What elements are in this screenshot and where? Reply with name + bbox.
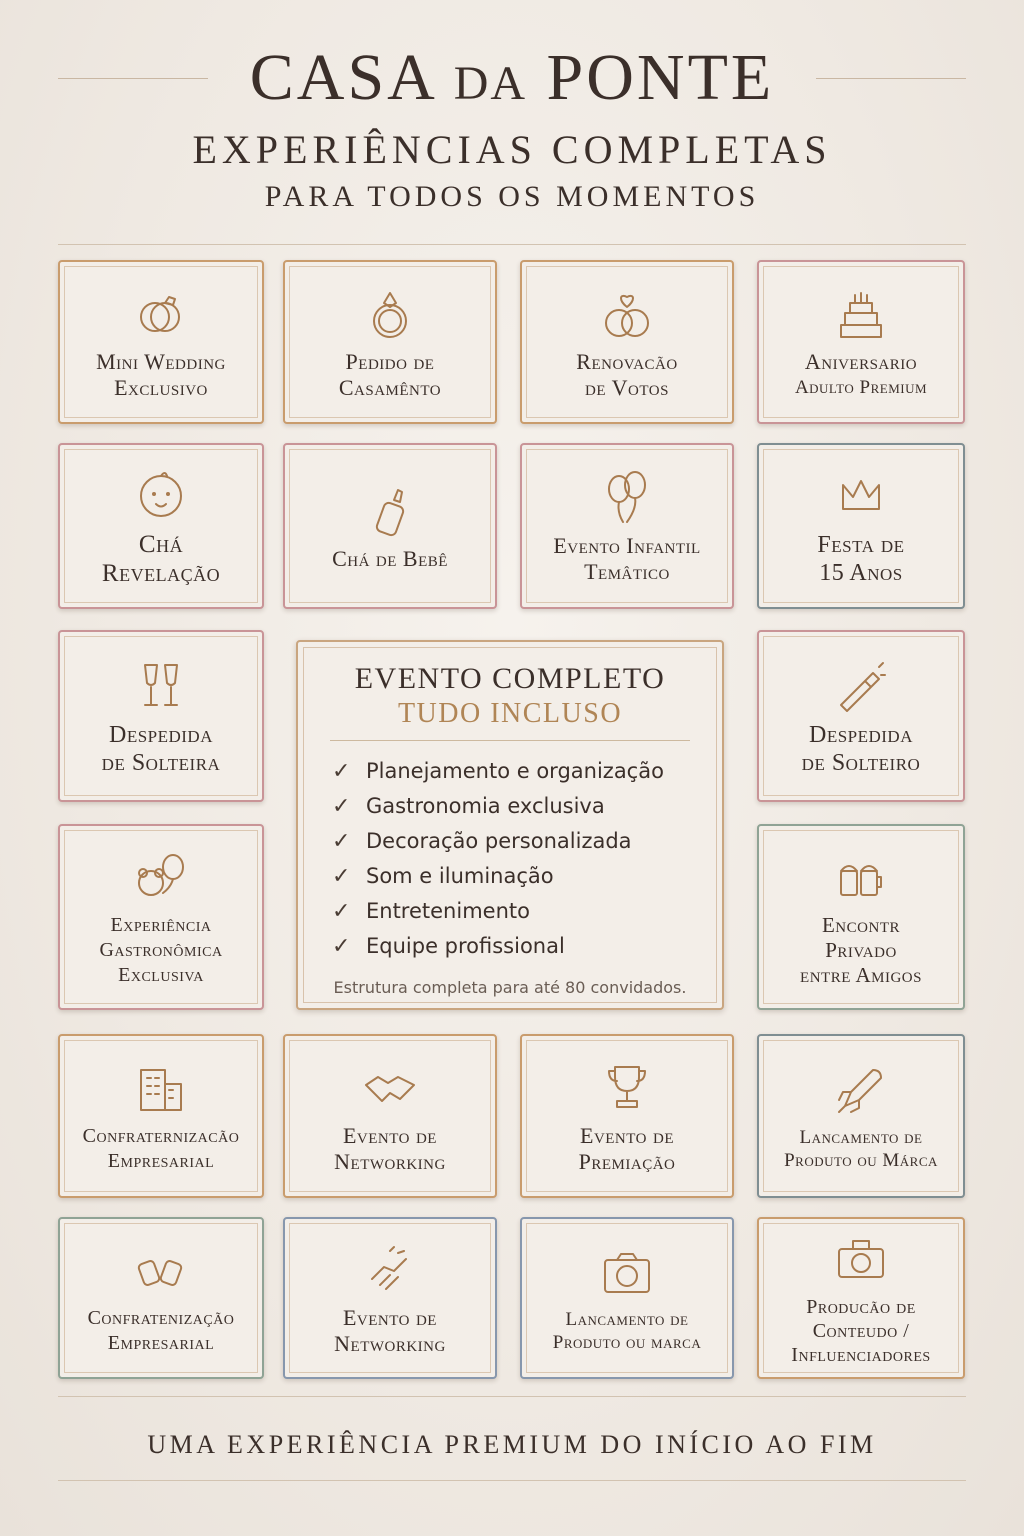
card-confraternizacao-empresarial[interactable] [58, 1034, 264, 1198]
card-mini-wedding[interactable] [58, 260, 264, 424]
brand-da: DA [453, 57, 528, 110]
card-encontro-privado[interactable] [757, 824, 965, 1010]
card-label-line2: Exclusivo [114, 375, 208, 400]
card-label-line1: Evento de [580, 1123, 674, 1148]
card-renovacao-votos[interactable] [520, 260, 734, 424]
card-label-line1: Despedida [108, 722, 213, 748]
feature-note: Estrutura completa para até 80 convidados. [333, 978, 687, 997]
card-label-line2: de Votos [585, 375, 669, 400]
card-label-line2: Networking [334, 1149, 446, 1174]
feature-item-text: Planejamento e organização [366, 759, 664, 783]
card-cha-revelacao[interactable] [58, 443, 264, 609]
card-label-line3: entre Amigos [800, 962, 922, 987]
check-icon: ✓ [332, 899, 351, 924]
card-label-line3: Exclusiva [118, 963, 204, 986]
card-label-line1: Encontr [821, 912, 900, 937]
card-despedida-solteiro[interactable] [757, 630, 965, 802]
card-label-line1: Pedido de [345, 349, 435, 374]
card-label-line1: Confratenização [87, 1307, 235, 1329]
card-label-line2: Produto ou Márca [784, 1150, 938, 1171]
card-label-line2: Revelação [101, 560, 221, 587]
footer-rule-top [58, 1396, 966, 1397]
card-label-line1: Renovacão [576, 349, 678, 374]
card-label-line2: Privado [825, 937, 897, 962]
card-evento-infantil[interactable] [520, 443, 734, 609]
feature-item [332, 894, 664, 929]
card-label-line1: Festa de [817, 532, 905, 558]
hands-icon [360, 1239, 420, 1299]
feature-list [332, 754, 664, 964]
brand-title [0, 38, 1024, 124]
feature-divider [330, 740, 690, 741]
card-lancamento-produto-2[interactable] [520, 1217, 734, 1379]
card-experiencia-gastronomica[interactable] [58, 824, 264, 1010]
card-label-line2: Empresarial [107, 1332, 215, 1354]
card-label-line2: Conteudo / [812, 1320, 910, 1342]
check-icon: ✓ [332, 794, 351, 819]
card-festa-15-anos[interactable] [757, 443, 965, 609]
check-icon: ✓ [332, 829, 351, 854]
card-label-line2: Adulto Premium [794, 377, 928, 398]
feature-item-text: Equipe profissional [366, 934, 565, 958]
footer-tagline: UMA EXPERIÊNCIA PREMIUM DO INÍCIO AO FIM [147, 1430, 877, 1459]
beer-mugs-icon [831, 847, 891, 907]
feature-item-text: Som e iluminação [366, 864, 554, 888]
card-evento-networking-2[interactable] [283, 1217, 497, 1379]
card-label-line1: Mini Wedding [96, 349, 226, 374]
card-aniversario[interactable] [757, 260, 965, 424]
subtitle-secondary: PARA TODOS OS MOMENTOS [264, 180, 760, 213]
trophy-icon [597, 1057, 657, 1117]
card-label-line2: 15 Anos [819, 560, 903, 586]
brand-ponte: PONTE [546, 41, 775, 114]
header-divider [58, 244, 966, 245]
crown-icon [831, 465, 891, 525]
feature-item [332, 859, 664, 894]
card-label-line1: Aniversario [804, 349, 918, 374]
camera-retro-icon [831, 1229, 891, 1289]
card-label-line1: Producão de [806, 1296, 916, 1318]
card-label-line1: Evento Infantil [553, 533, 701, 558]
birthday-cake-icon [831, 283, 891, 343]
baby-bottle-icon [360, 480, 420, 540]
card-label-line1: Chá [138, 531, 184, 558]
baby-face-icon [131, 464, 191, 524]
card-label-line2: Networking [334, 1331, 446, 1356]
handshake-icon [360, 1057, 420, 1117]
office-building-icon [131, 1058, 191, 1118]
champagne-glasses-icon [131, 655, 191, 715]
card-label-line2: Gastronômica [99, 938, 223, 961]
feature-item [332, 929, 664, 964]
card-label-line2: de Solteira [101, 750, 221, 776]
card-label-line1: Evento de [342, 1305, 437, 1330]
balloons-icon [597, 467, 657, 527]
check-icon: ✓ [332, 934, 351, 959]
diamond-ring-icon [360, 283, 420, 343]
feature-item-text: Gastronomia exclusiva [366, 794, 605, 818]
card-cha-bebe[interactable] [283, 443, 497, 609]
feature-card [296, 640, 724, 1010]
cups-icon [131, 1240, 191, 1300]
card-label-line1: Despedida [808, 722, 913, 748]
subtitle-primary: EXPERIÊNCIAS COMPLETAS [192, 127, 832, 172]
card-label-line2: Temâtico [584, 559, 670, 584]
card-label-line1: Experiência [110, 913, 212, 936]
card-label-line2: Premiação [578, 1149, 676, 1174]
card-despedida-solteira[interactable] [58, 630, 264, 802]
card-pedido-casamento[interactable] [283, 260, 497, 424]
check-icon: ✓ [332, 864, 351, 889]
rocket-icon [831, 1060, 891, 1120]
feature-item-text: Decoração personalizada [366, 829, 632, 853]
wedding-rings-icon [131, 283, 191, 343]
feature-item [332, 789, 664, 824]
card-confratenizacao-empresarial[interactable] [58, 1217, 264, 1379]
card-evento-premiacao[interactable] [520, 1034, 734, 1198]
card-label-line2: Casamênto [338, 375, 442, 400]
card-label-line2: Produto ou marca [552, 1332, 702, 1353]
card-label-line2: de Solteiro [801, 750, 921, 776]
champagne-bottle-icon [831, 655, 891, 715]
teddy-balloon-icon [131, 847, 191, 907]
feature-item-text: Entretenimento [366, 899, 530, 923]
feature-subtitle: TUDO INCLUSO [397, 698, 623, 729]
card-label-line1: Evento de [342, 1123, 437, 1148]
feature-item [332, 754, 664, 789]
card-label-line1: Chá de Bebê [332, 546, 448, 571]
camera-icon [597, 1242, 657, 1302]
heart-rings-icon [597, 283, 657, 343]
card-label-line1: Confraternizacão [82, 1125, 240, 1147]
card-label-line1: Lancamento de [565, 1309, 689, 1330]
card-producao-conteudo[interactable] [757, 1217, 965, 1379]
card-label-line2: Empresarial [107, 1150, 215, 1172]
card-lancamento-produto[interactable] [757, 1034, 965, 1198]
brand-casa: CASA [249, 41, 435, 114]
card-evento-networking[interactable] [283, 1034, 497, 1198]
card-label-line3: Influenciadores [791, 1344, 931, 1366]
check-icon: ✓ [332, 759, 351, 784]
footer-rule-bottom [58, 1480, 966, 1481]
feature-item [332, 824, 664, 859]
feature-title: EVENTO COMPLETO [354, 662, 666, 695]
card-label-line1: Lancamento de [799, 1127, 923, 1148]
